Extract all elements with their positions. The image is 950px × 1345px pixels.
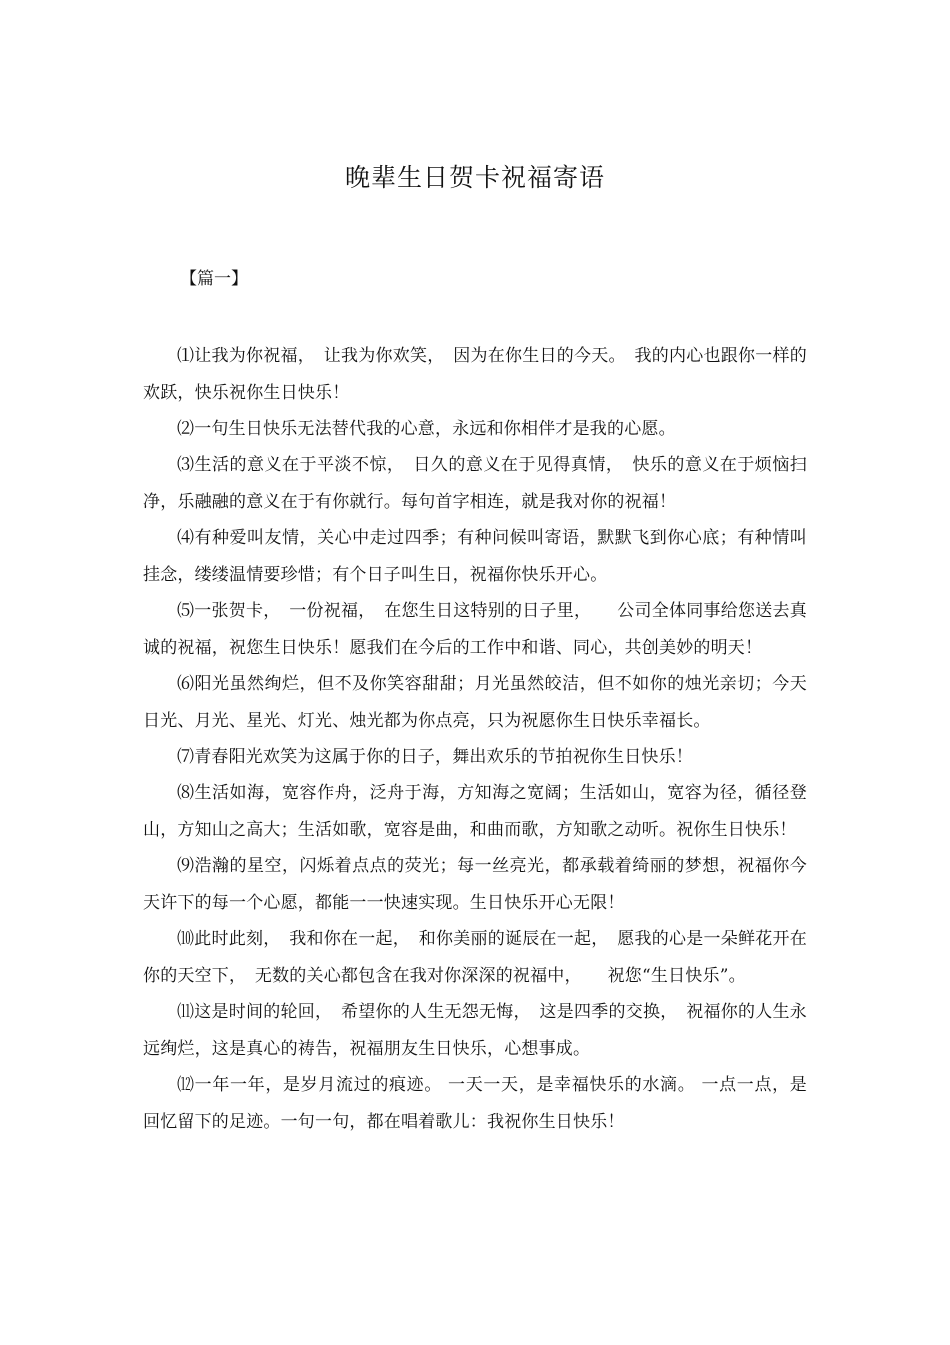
paragraph-4: ⑷有种爱叫友情，关心中走过四季；有种问候叫寄语，默默飞到你心底；有种情叫挂念，缕缕温情要珍惜；有个日子叫生日，祝福你快乐开心。 bbox=[143, 528, 807, 585]
paragraph-8: ⑻生活如海，宽容作舟，泛舟于海，方知海之宽阔；生活如山，宽容为径，循径登山，方知山之高大；生活如歌，宽容是曲，和曲而歌，方知歌之动听。祝你生日快乐！ bbox=[143, 783, 807, 840]
paragraph-9: ⑼浩瀚的星空，闪烁着点点的荧光；每一丝亮光，都承载着绮丽的梦想，祝福你今天许下的每一个心愿，都能一一快速实现。生日快乐开心无限！ bbox=[143, 856, 807, 913]
paragraph-3: ⑶生活的意义在于平淡不惊， 日久的意义在于见得真情， 快乐的意义在于烦恼扫净，乐融融的意义在于有你就行。每句首字相连，就是我对你的祝福！ bbox=[143, 455, 807, 512]
document-body bbox=[143, 338, 807, 1140]
document-title: 晚辈生日贺卡祝福寄语 bbox=[344, 163, 605, 192]
paragraph-2: ⑵一句生日快乐无法替代我的心意，永远和你相伴才是我的心愿。 bbox=[177, 419, 676, 439]
paragraph-1: ⑴让我为你祝福， 让我为你欢笑， 因为在你生日的今天。 我的内心也跟你一样的欢跃，快乐祝你生日快乐！ bbox=[143, 346, 807, 403]
paragraph-12: ⑿一年一年，是岁月流过的痕迹。 一天一天，是幸福快乐的水滴。 一点一点，是回忆留下的足迹。一句一句，都在唱着歌儿：我祝你生日快乐！ bbox=[143, 1075, 807, 1132]
section-heading: 【篇一】 bbox=[180, 269, 248, 289]
paragraph-6: ⑹阳光虽然绚烂，但不及你笑容甜甜；月光虽然皎洁，但不如你的烛光亲切；今天日光、月光、星光、灯光、烛光都为你点亮，只为祝愿你生日快乐幸福长。 bbox=[143, 674, 807, 731]
paragraph-10: ⑽此时此刻， 我和你在一起， 和你美丽的诞辰在一起， 愿我的心是一朵鲜花开在你的天空下， 无数的关心都包含在我对你深深的祝福中， 祝您“生日快乐”。 bbox=[143, 929, 807, 986]
paragraph-11: ⑾这是时间的轮回， 希望你的人生无怨无悔， 这是四季的交换， 祝福你的人生永远绚烂，这是真心的祷告，祝福朋友生日快乐，心想事成。 bbox=[143, 1002, 807, 1059]
paragraph-5: ⑸一张贺卡， 一份祝福， 在您生日这特别的日子里， 公司全体同事给您送去真诚的祝福，祝您生日快乐！愿我们在今后的工作中和谐、同心，共创美妙的明天！ bbox=[143, 601, 807, 658]
paragraph-7: ⑺青春阳光欢笑为这属于你的日子，舞出欢乐的节拍祝你生日快乐！ bbox=[177, 747, 693, 767]
